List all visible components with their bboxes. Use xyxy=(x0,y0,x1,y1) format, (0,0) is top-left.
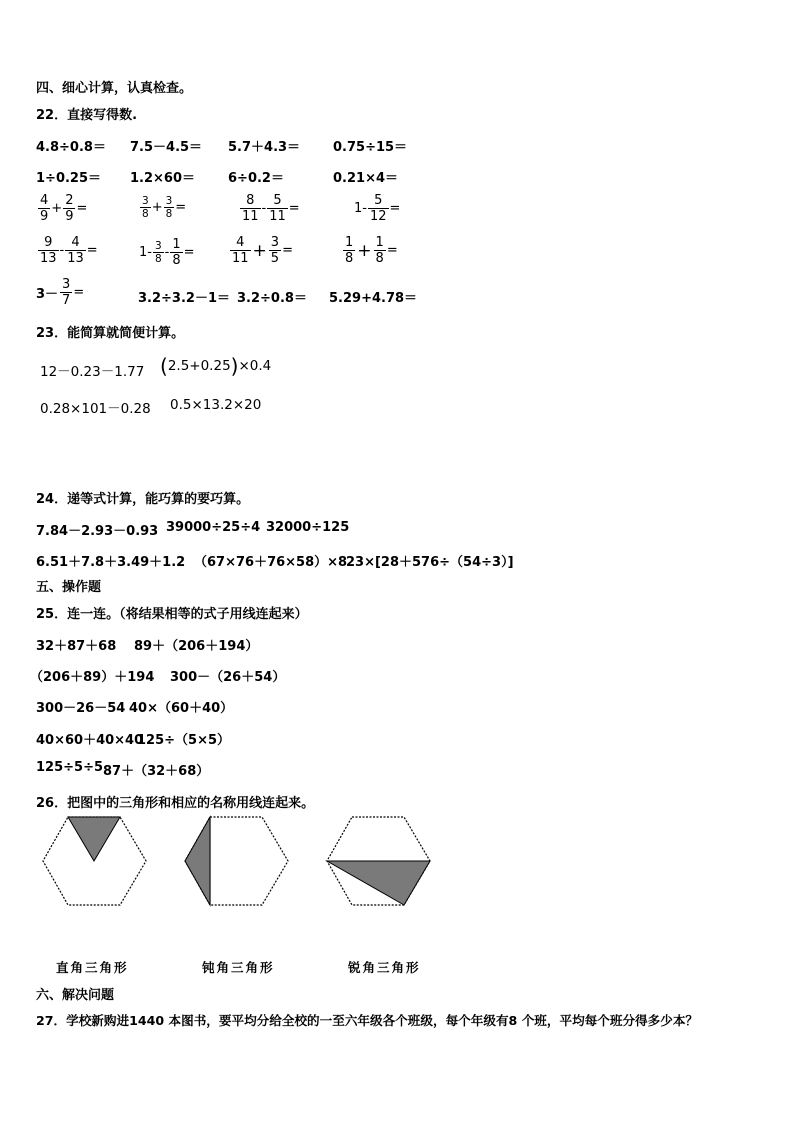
q22-r1-a: 4.8÷0.8＝ xyxy=(36,140,106,155)
fraction: $\frac{3}{8}$ xyxy=(165,195,173,220)
fraction: $\frac{4}{11}$ xyxy=(232,235,249,266)
fraction: $\frac{3}{8}$ xyxy=(154,240,162,265)
q22-r4-c: $\frac{4}{11}$ + $\frac{3}{5}$ = xyxy=(232,235,293,266)
hexagon-figure-2 xyxy=(182,814,292,910)
q24-title: 24．递等式计算，能巧算的要巧算。 xyxy=(36,492,250,507)
section4-title: 四、细心计算，认真检查。 xyxy=(36,81,193,96)
fraction: $\frac{5}{12}$ xyxy=(369,193,387,224)
q25-left-2: （206＋89）＋194 xyxy=(30,670,155,685)
shaded-triangle-2 xyxy=(185,817,210,905)
q25-right-5: 87＋（32＋68） xyxy=(103,764,210,779)
fraction: $\frac{4}{9}$ xyxy=(40,193,49,224)
fraction: $\frac{4}{13}$ xyxy=(67,235,84,266)
q22-r3-d: 1- $\frac{5}{12}$ = xyxy=(354,193,401,224)
label-acute-triangle: 锐角三角形 xyxy=(348,960,421,975)
q23-e4: 0.5×13.2×20 xyxy=(170,397,262,413)
q22-r2-c: 6÷0.2＝ xyxy=(228,171,284,186)
q25-left-3: 300－26－54 xyxy=(36,701,126,716)
q22-r1-c: 5.7＋4.3＝ xyxy=(228,140,301,155)
fraction: $\frac{5}{11}$ xyxy=(269,193,286,224)
q25-left-5: 125÷5÷5 xyxy=(36,760,104,775)
q22-r3-a: $\frac{4}{9}$ + $\frac{2}{9}$ = xyxy=(40,193,88,224)
fraction: $\frac{3}{5}$ xyxy=(270,235,280,266)
q23-e1: 12－0.23－1.77 xyxy=(40,364,145,380)
fraction: $\frac{1}{8}$ xyxy=(345,235,354,266)
q26-title: 26．把图中的三角形和相应的名称用线连起来。 xyxy=(36,796,315,811)
q25-right-1: 89＋（206＋194） xyxy=(134,639,259,654)
fraction: $\frac{3}{7}$ xyxy=(62,277,71,308)
q22-title: 22．直接写得数. xyxy=(36,108,138,123)
q24-r1-c: 32000÷125 xyxy=(266,520,350,535)
q24-r1-b: 39000÷25÷4 xyxy=(166,520,261,535)
q22-r2-a: 1÷0.25＝ xyxy=(36,171,102,186)
q24-r2-b: （67×76＋76×58）×8 xyxy=(194,555,348,570)
q22-r5-c: 3.2÷0.8＝ xyxy=(237,291,307,306)
hexagon-figure-3 xyxy=(324,814,434,910)
fraction: $\frac{1}{8}$ xyxy=(172,237,181,268)
section5-title: 五、操作题 xyxy=(36,580,102,595)
fraction: $\frac{3}{8}$ xyxy=(142,195,149,220)
q22-r5-b: 3.2÷3.2－1＝ xyxy=(138,291,230,306)
fraction: $\frac{2}{9}$ xyxy=(65,193,74,224)
q24-r1-a: 7.84－2.93－0.93 xyxy=(36,524,159,539)
q25-right-2: 300－（26＋54） xyxy=(170,670,286,685)
q23-e3: 0.28×101－0.28 xyxy=(40,401,151,417)
q22-r2-d: 0.21×4＝ xyxy=(333,171,399,186)
q22-r2-b: 1.2×60＝ xyxy=(130,171,196,186)
fraction: $\frac{9}{13}$ xyxy=(40,235,57,266)
label-obtuse-triangle: 钝角三角形 xyxy=(202,960,275,975)
q22-r3-c: $\frac{8}{11}$ - $\frac{5}{11}$ = xyxy=(242,193,300,224)
label-right-triangle: 直角三角形 xyxy=(56,960,129,975)
q22-r5-d: 5.29+4.78＝ xyxy=(329,291,418,306)
q24-r2-c: 23×[28＋576÷（54÷3）] xyxy=(346,555,514,570)
fraction: $\frac{1}{8}$ xyxy=(375,235,384,266)
q22-r4-d: $\frac{1}{8}$ + $\frac{1}{8}$ = xyxy=(345,235,398,266)
q25-left-4: 40×60＋40×40 xyxy=(36,733,144,748)
q25-title: 25．连一连。（将结果相等的式子用线连起来） xyxy=(36,607,308,622)
q25-left-1: 32＋87＋68 xyxy=(36,639,117,654)
q22-r5-a: 3－ $\frac{3}{7}$ = xyxy=(36,277,85,308)
q23-e2: ( 2.5+0.25 ) ×0.4 xyxy=(160,354,272,378)
q22-r4-a: $\frac{9}{13}$ - $\frac{4}{13}$ = xyxy=(40,235,98,266)
q22-r3-b: $\frac{3}{8}$ + $\frac{3}{8}$ = xyxy=(142,195,187,220)
q25-right-3: 40×（60＋40） xyxy=(129,701,234,716)
fraction: $\frac{8}{11}$ xyxy=(242,193,259,224)
q24-r2-a: 6.51＋7.8＋3.49＋1.2 xyxy=(36,555,186,570)
q25-right-4: 125÷（5×5） xyxy=(137,733,231,748)
q23-title: 23．能简算就简便计算。 xyxy=(36,326,185,341)
q22-r1-d: 0.75÷15＝ xyxy=(333,140,408,155)
section6-title: 六、解决问题 xyxy=(36,988,115,1003)
q22-r1-b: 7.5－4.5＝ xyxy=(130,140,203,155)
q22-r4-b: 1- $\frac{3}{8}$ - $\frac{1}{8}$ = xyxy=(139,237,195,268)
hexagon-figure-1 xyxy=(40,814,150,910)
q27-text: 27．学校新购进1440 本图书，要平均分给全校的一至六年级各个班级，每个年级有8 个班，平均每个班分得多少本？ xyxy=(36,1013,699,1028)
